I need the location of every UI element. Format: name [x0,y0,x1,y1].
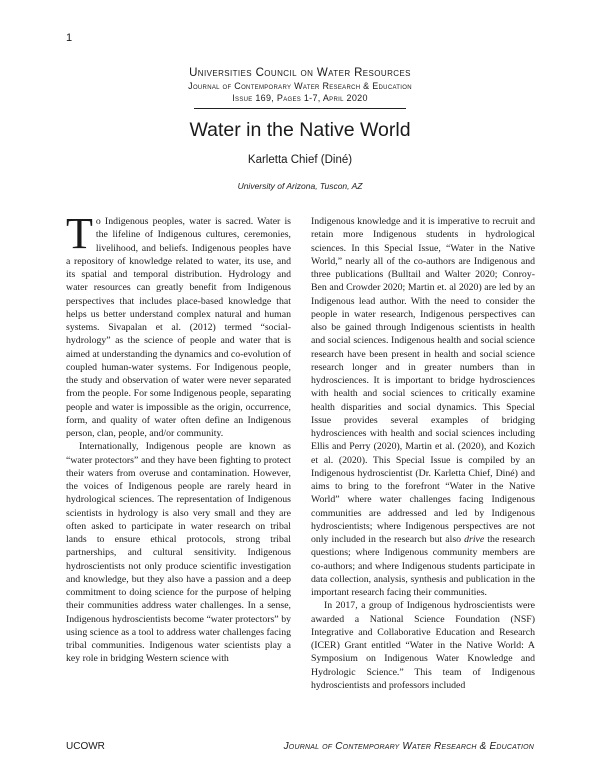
article-affiliation: University of Arizona, Tuscon, AZ [237,181,363,191]
body-column-right [311,215,535,692]
article-author: Karletta Chief (Diné) [247,154,353,166]
masthead-org: Universities Council on Water Resources [189,67,411,79]
paragraph-1 [66,209,291,440]
paragraph-3-emphasis: drive [464,534,485,545]
page-number: 1 [66,32,73,44]
body-column-left [66,209,291,666]
paragraph-2: Internationally, Indigenous people are known as “water protectors” and they have been fighting to protect their waters from overuse and contamination. However, the voices of Indigenous people are rarely heard in hydrological sciences. The representation of Indigenous scientists in hydrology is also very small and they are often asked to participate in water research on tribal lands to ensure ethical protocols, strong tribal partnerships, and cultural sensitivity. Indigenous hydroscientists not only produce scientific investigation and knowledge, but they also have a passion and a deep commitment to doing science for the purpose of helping their communities address water challenges. In a sense, Indigenous hydroscientists become “water protectors” by using science as a tool to address water challenges facing tribal communities. Indigenous water scientists play a key role in bridging Western science with [66,441,291,665]
masthead-journal: Journal of Contemporary Water Research & Education [188,81,412,91]
drop-cap: T [66,209,93,258]
footer-left: UCOWR [66,741,105,752]
masthead-issue: Issue 169, Pages 1-7, April 2020 [232,93,368,103]
article-title: Water in the Native World [189,119,411,141]
masthead [0,66,600,109]
footer-right: Journal of Contemporary Water Research & Education [283,741,534,752]
masthead-rule [194,108,406,109]
paragraph-3-text-b: the research questions; where Indigenous community members are co-authors; and where Indigenous students participate in data collection, analysis, synthesis and publication in the important research facing their communities. [311,534,535,598]
paragraph-3 [311,215,535,599]
paragraph-3-text-a: Indigenous knowledge and it is imperative to recruit and retain more Indigenous students in hydrological sciences. In this Special Issue, “Water in the Native World,” nearly all of the co-authors are Indigenous and three publications (Bulltail and Walter 2020; Conroy-Ben and Crowder 2020; Martin et. al 2020) are led by an Indigenous lead author. With the need to consider the people in water research, Indigenous perspectives can also be gained through Indigenous scientists in health and social sciences. Indigenous health and social science research have been present in health and social science research longer and in greater numbers than in hydrosciences. It is important to bridge hydrosciences with health and social sciences to critically examine health disparities and social dynamics. This Special Issue provides several examples of bridging hydrosciences with health and social sciences including Ellis and Perry (2020), Martin et al. (2020), and Kozich et al. (2020). This Special Issue is compiled by an Indigenous hydroscientist (Dr. Karletta Chief, Diné) and aims to bring to the forefront “Water in the Native World” where water challenges facing Indigenous communities are addressed and led by Indigenous hydroscientists; where Indigenous perspectives are not only included in the research but also [311,216,535,545]
paragraph-1-text: o Indigenous peoples, water is sacred. Water is the lifeline of Indigenous cultures, ceremonies, livelihood, and beliefs. Indigenous peoples have a repository of knowledge related to water, its use, and its spatial and temporal distribution. Hydrology and water resources can greatly benefit from Indigenous perspectives that includes place-based knowledge that helps us better understand complex natural and human systems. Sivapalan et al. (2012) termed “social-hydrology” as the science of people and water that is aimed at understanding the dynamics and co-evolution of coupled human-water systems. For Indigenous people, the study and observation of water were never separated from the people. For some Indigenous people, separating people and water is impossible as the origin, occurrence, form, and quality of water often define an Indigenous person, clan, people, and/or community. [66,216,291,439]
paragraph-4: In 2017, a group of Indigenous hydroscientists were awarded a National Science Foundation (NSF) Integrative and Collaborative Education and Research (ICER) Grant entitled “Water in the Native World: A Symposium on Indigenous Water Knowledge and Hydrologic Science.” This team of Indigenous hydroscientists and professors included [311,600,535,691]
